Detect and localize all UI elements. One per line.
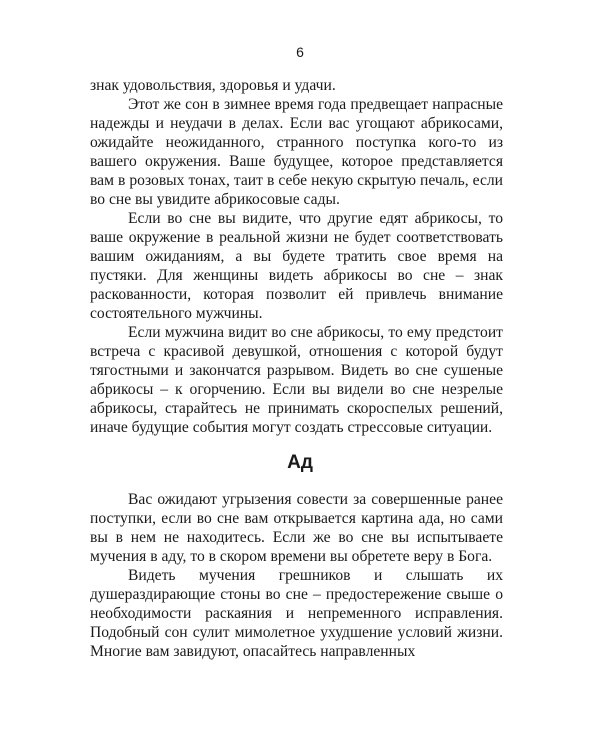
paragraph: Видеть мучения грешников и слышать их душераздирающие стоны во сне – предостережение свыше о необходимости раскаяния и непременного исправления. Подобный сон сулит мимолетное ухудшение условий жизни. Многие вам завидуют, опасайтесь направленных [90, 567, 503, 660]
paragraph: Этот же сон в зимнее время года предвещает напрасные надежды и неудачи в делах. Если вас угощают абрикосами, ожидайте неожиданного, странного поступка кого-то из вашего окружения. Ваше будущее, которое представляется вам в розовых тонах, таит в себе некую скрытую печаль, если во сне вы увидите абрикосовые сады. [90, 96, 503, 208]
paragraph: знак удовольствия, здоровья и удачи. [90, 77, 336, 94]
page-number: 6 [296, 44, 304, 60]
section-1-text [90, 76, 503, 437]
section-2-text [90, 490, 503, 661]
section-heading: Ад [287, 452, 313, 473]
paragraph: Если во сне вы видите, что другие едят абрикосы, то ваше окружение в реальной жизни не будет соответствовать вашим ожиданиям, а вы будете тратить свое время на пустяки. Для женщины видеть абрикосы во сне – знак раскованности, которая позволит ей привлечь внимание состоятельного мужчины. [90, 210, 503, 322]
paragraph: Если мужчина видит во сне абрикосы, то ему предстоит встреча с красивой девушкой, отношения с которой будут тягостными и закончатся разрывом. Видеть во сне сушеные абрикосы – к огорчению. Если вы видели во сне незрелые абрикосы, старайтесь не принимать скороспелых решений, иначе будущие события могут создать стрессовые ситуации. [90, 324, 503, 436]
paragraph: Вас ожидают угрызения совести за совершенные ранее поступки, если во сне вам открывается картина ада, но сами вы в нем не находитесь. Если же во сне вы испытываете мучения в аду, то в скором времени вы обретете веру в Бога. [90, 491, 503, 565]
